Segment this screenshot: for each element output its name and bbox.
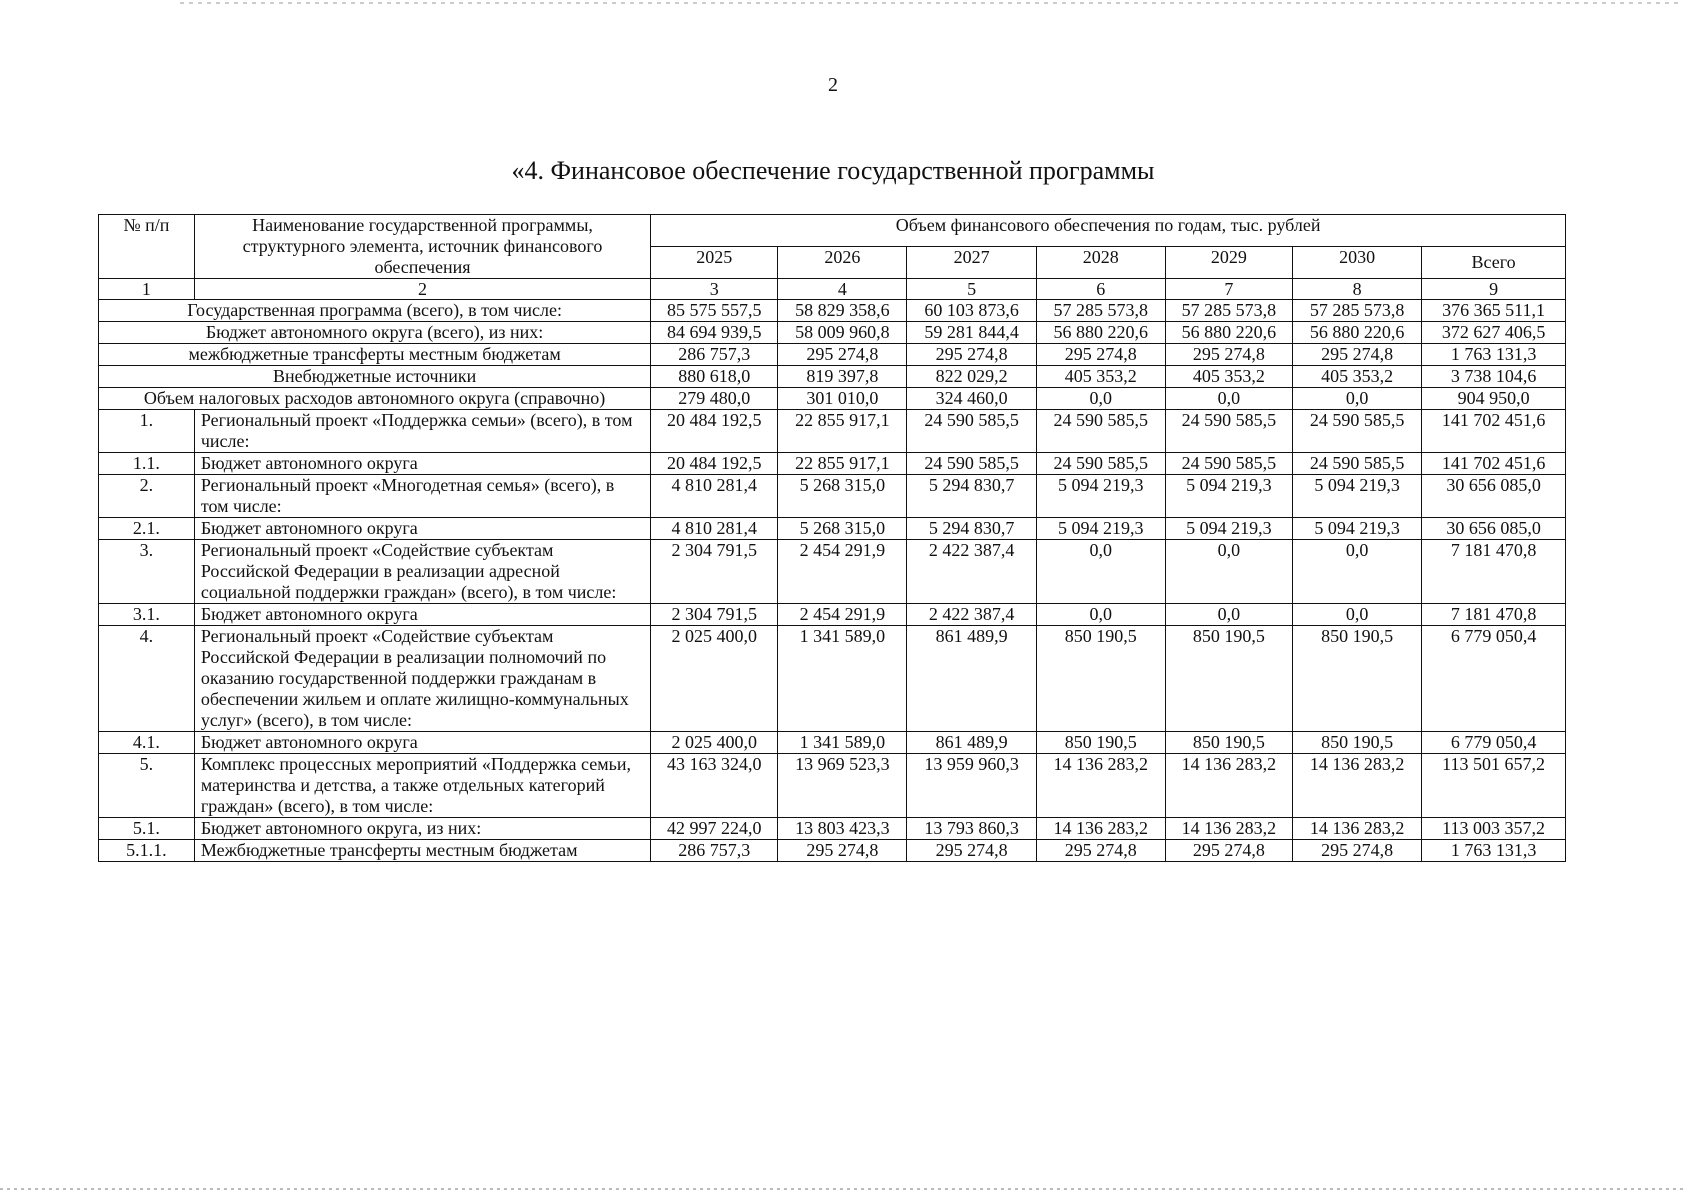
total-value: 113 501 657,2	[1422, 754, 1566, 818]
row-name: Бюджет автономного округа	[194, 518, 650, 540]
year-value-2025: 2 304 791,5	[651, 604, 778, 626]
row-number: 5.1.	[99, 818, 195, 840]
year-value-2027: 324 460,0	[907, 388, 1036, 410]
row-number: 5.1.1.	[99, 840, 195, 862]
index-row	[99, 279, 1566, 300]
year-value-2025: 2 025 400,0	[651, 732, 778, 754]
year-value-2029: 14 136 283,2	[1165, 754, 1292, 818]
year-value-2025: 20 484 192,5	[651, 453, 778, 475]
year-value-2026: 5 268 315,0	[778, 518, 907, 540]
total-value: 141 702 451,6	[1422, 410, 1566, 453]
row-name: Бюджет автономного округа	[194, 604, 650, 626]
year-value-2029: 56 880 220,6	[1165, 322, 1292, 344]
year-value-2029: 405 353,2	[1165, 366, 1292, 388]
index-cell: 1	[99, 279, 195, 300]
year-value-2025: 279 480,0	[651, 388, 778, 410]
table-row	[99, 366, 1566, 388]
year-value-2030: 14 136 283,2	[1292, 754, 1421, 818]
total-value: 1 763 131,3	[1422, 840, 1566, 862]
year-value-2027: 24 590 585,5	[907, 453, 1036, 475]
year-value-2028: 5 094 219,3	[1036, 518, 1165, 540]
row-name: Государственная программа (всего), в том числе:	[99, 300, 651, 322]
header-year: 2029	[1165, 247, 1292, 279]
year-value-2028: 405 353,2	[1036, 366, 1165, 388]
year-value-2029: 850 190,5	[1165, 732, 1292, 754]
header-year: 2025	[651, 247, 778, 279]
year-value-2028: 56 880 220,6	[1036, 322, 1165, 344]
index-cell: 9	[1422, 279, 1566, 300]
table-row	[99, 840, 1566, 862]
year-value-2027: 2 422 387,4	[907, 604, 1036, 626]
row-name: Комплекс процессных мероприятий «Поддержка семьи, материнства и детства, а также отдельных категорий граждан» (всего), в том числе:	[194, 754, 650, 818]
year-value-2025: 4 810 281,4	[651, 518, 778, 540]
year-value-2025: 42 997 224,0	[651, 818, 778, 840]
total-value: 6 779 050,4	[1422, 732, 1566, 754]
year-value-2026: 22 855 917,1	[778, 453, 907, 475]
year-value-2029: 295 274,8	[1165, 840, 1292, 862]
year-value-2028: 0,0	[1036, 604, 1165, 626]
year-value-2028: 0,0	[1036, 388, 1165, 410]
total-value: 372 627 406,5	[1422, 322, 1566, 344]
index-cell: 2	[194, 279, 650, 300]
year-value-2029: 57 285 573,8	[1165, 300, 1292, 322]
year-value-2027: 822 029,2	[907, 366, 1036, 388]
year-value-2030: 5 094 219,3	[1292, 518, 1421, 540]
row-name: межбюджетные трансферты местным бюджетам	[99, 344, 651, 366]
year-value-2025: 286 757,3	[651, 840, 778, 862]
year-value-2025: 84 694 939,5	[651, 322, 778, 344]
total-value: 30 656 085,0	[1422, 518, 1566, 540]
year-value-2030: 0,0	[1292, 388, 1421, 410]
year-value-2027: 5 294 830,7	[907, 475, 1036, 518]
total-value: 141 702 451,6	[1422, 453, 1566, 475]
total-value: 113 003 357,2	[1422, 818, 1566, 840]
year-value-2029: 5 094 219,3	[1165, 518, 1292, 540]
index-cell: 8	[1292, 279, 1421, 300]
year-value-2026: 295 274,8	[778, 344, 907, 366]
header-year: 2028	[1036, 247, 1165, 279]
total-value: 30 656 085,0	[1422, 475, 1566, 518]
page-title: «4. Финансовое обеспечение государственной программы	[511, 156, 1155, 185]
year-value-2030: 56 880 220,6	[1292, 322, 1421, 344]
year-value-2028: 5 094 219,3	[1036, 475, 1165, 518]
table-header	[99, 215, 1566, 300]
total-value: 6 779 050,4	[1422, 626, 1566, 732]
year-value-2028: 850 190,5	[1036, 732, 1165, 754]
table-row	[99, 344, 1566, 366]
table-row	[99, 475, 1566, 518]
year-value-2029: 0,0	[1165, 388, 1292, 410]
row-name: Бюджет автономного округа	[194, 732, 650, 754]
index-cell: 6	[1036, 279, 1165, 300]
row-number: 2.1.	[99, 518, 195, 540]
row-name: Региональный проект «Содействие субъектам Российской Федерации в реализации полномочий по оказанию государственной поддержки гражданам в обеспечении жильем и оплате жилищно-коммунальных услуг» (всего), в том числе:	[194, 626, 650, 732]
year-value-2028: 0,0	[1036, 540, 1165, 604]
header-col-total: Всего	[1422, 247, 1566, 279]
year-value-2026: 1 341 589,0	[778, 626, 907, 732]
financing-table	[98, 214, 1566, 862]
scan-top-edge	[180, 2, 1680, 4]
table-row	[99, 626, 1566, 732]
year-value-2030: 405 353,2	[1292, 366, 1421, 388]
table-row	[99, 388, 1566, 410]
year-value-2030: 0,0	[1292, 540, 1421, 604]
year-value-2026: 301 010,0	[778, 388, 907, 410]
year-value-2029: 850 190,5	[1165, 626, 1292, 732]
table-row	[99, 453, 1566, 475]
index-cell: 5	[907, 279, 1036, 300]
year-value-2030: 0,0	[1292, 604, 1421, 626]
year-value-2025: 4 810 281,4	[651, 475, 778, 518]
year-value-2029: 0,0	[1165, 604, 1292, 626]
year-value-2028: 24 590 585,5	[1036, 453, 1165, 475]
year-value-2030: 24 590 585,5	[1292, 410, 1421, 453]
year-value-2029: 0,0	[1165, 540, 1292, 604]
row-number: 5.	[99, 754, 195, 818]
row-name: Бюджет автономного округа, из них:	[194, 818, 650, 840]
year-value-2030: 14 136 283,2	[1292, 818, 1421, 840]
year-value-2025: 286 757,3	[651, 344, 778, 366]
year-value-2027: 59 281 844,4	[907, 322, 1036, 344]
year-value-2029: 24 590 585,5	[1165, 410, 1292, 453]
year-value-2026: 2 454 291,9	[778, 540, 907, 604]
year-value-2025: 43 163 324,0	[651, 754, 778, 818]
table-row	[99, 518, 1566, 540]
year-value-2027: 295 274,8	[907, 344, 1036, 366]
header-year: 2030	[1292, 247, 1421, 279]
row-name: Региональный проект «Многодетная семья» (всего), в том числе:	[194, 475, 650, 518]
year-value-2025: 20 484 192,5	[651, 410, 778, 453]
table-row	[99, 754, 1566, 818]
year-value-2030: 295 274,8	[1292, 344, 1421, 366]
year-value-2028: 850 190,5	[1036, 626, 1165, 732]
year-value-2026: 58 009 960,8	[778, 322, 907, 344]
row-name: Региональный проект «Поддержка семьи» (всего), в том числе:	[194, 410, 650, 453]
year-value-2027: 24 590 585,5	[907, 410, 1036, 453]
year-value-2026: 13 969 523,3	[778, 754, 907, 818]
table-row	[99, 732, 1566, 754]
year-value-2026: 1 341 589,0	[778, 732, 907, 754]
year-value-2028: 14 136 283,2	[1036, 818, 1165, 840]
year-value-2028: 57 285 573,8	[1036, 300, 1165, 322]
table-row	[99, 540, 1566, 604]
total-value: 1 763 131,3	[1422, 344, 1566, 366]
year-value-2030: 24 590 585,5	[1292, 453, 1421, 475]
year-value-2025: 2 304 791,5	[651, 540, 778, 604]
year-value-2026: 295 274,8	[778, 840, 907, 862]
year-value-2025: 85 575 557,5	[651, 300, 778, 322]
year-value-2029: 14 136 283,2	[1165, 818, 1292, 840]
row-number: 4.	[99, 626, 195, 732]
year-value-2027: 295 274,8	[907, 840, 1036, 862]
table-row	[99, 604, 1566, 626]
table-body	[99, 300, 1566, 862]
year-value-2030: 850 190,5	[1292, 626, 1421, 732]
row-name: Межбюджетные трансферты местным бюджетам	[194, 840, 650, 862]
year-value-2030: 850 190,5	[1292, 732, 1421, 754]
year-value-2027: 861 489,9	[907, 626, 1036, 732]
year-value-2030: 295 274,8	[1292, 840, 1421, 862]
row-name: Бюджет автономного округа (всего), из них:	[99, 322, 651, 344]
year-value-2027: 13 959 960,3	[907, 754, 1036, 818]
year-value-2026: 13 803 423,3	[778, 818, 907, 840]
table-row	[99, 818, 1566, 840]
row-name: Объем налоговых расходов автономного округа (справочно)	[99, 388, 651, 410]
year-value-2027: 5 294 830,7	[907, 518, 1036, 540]
header-year: 2027	[907, 247, 1036, 279]
table-row	[99, 410, 1566, 453]
index-cell: 4	[778, 279, 907, 300]
year-value-2028: 14 136 283,2	[1036, 754, 1165, 818]
year-value-2028: 295 274,8	[1036, 840, 1165, 862]
table-row	[99, 322, 1566, 344]
header-year: 2026	[778, 247, 907, 279]
row-name: Бюджет автономного округа	[194, 453, 650, 475]
year-value-2025: 880 618,0	[651, 366, 778, 388]
total-value: 3 738 104,6	[1422, 366, 1566, 388]
year-value-2026: 2 454 291,9	[778, 604, 907, 626]
year-value-2027: 861 489,9	[907, 732, 1036, 754]
year-value-2030: 5 094 219,3	[1292, 475, 1421, 518]
row-name: Внебюджетные источники	[99, 366, 651, 388]
index-cell: 3	[651, 279, 778, 300]
row-number: 4.1.	[99, 732, 195, 754]
year-value-2029: 24 590 585,5	[1165, 453, 1292, 475]
year-value-2027: 13 793 860,3	[907, 818, 1036, 840]
index-cell: 7	[1165, 279, 1292, 300]
total-value: 7 181 470,8	[1422, 604, 1566, 626]
year-value-2026: 22 855 917,1	[778, 410, 907, 453]
row-number: 1.1.	[99, 453, 195, 475]
year-value-2026: 819 397,8	[778, 366, 907, 388]
total-value: 376 365 511,1	[1422, 300, 1566, 322]
total-value: 7 181 470,8	[1422, 540, 1566, 604]
year-value-2028: 295 274,8	[1036, 344, 1165, 366]
row-number: 1.	[99, 410, 195, 453]
year-value-2030: 57 285 573,8	[1292, 300, 1421, 322]
header-col-group: Объем финансового обеспечения по годам, тыс. рублей	[651, 215, 1566, 247]
row-number: 3.	[99, 540, 195, 604]
year-value-2028: 24 590 585,5	[1036, 410, 1165, 453]
page-number: 2	[828, 74, 838, 96]
year-value-2026: 58 829 358,6	[778, 300, 907, 322]
year-value-2026: 5 268 315,0	[778, 475, 907, 518]
year-value-2027: 2 422 387,4	[907, 540, 1036, 604]
header-col-no: № п/п	[99, 215, 195, 279]
year-value-2029: 295 274,8	[1165, 344, 1292, 366]
year-value-2029: 5 094 219,3	[1165, 475, 1292, 518]
total-value: 904 950,0	[1422, 388, 1566, 410]
row-number: 2.	[99, 475, 195, 518]
table-row	[99, 300, 1566, 322]
year-value-2025: 2 025 400,0	[651, 626, 778, 732]
row-number: 3.1.	[99, 604, 195, 626]
scan-bottom-edge	[0, 1188, 1686, 1190]
year-value-2027: 60 103 873,6	[907, 300, 1036, 322]
row-name: Региональный проект «Содействие субъектам Российской Федерации в реализации адресной социальной поддержки граждан» (всего), в том числе:	[194, 540, 650, 604]
header-col-name: Наименование государственной программы, структурного элемента, источник финансового обеспечения	[194, 215, 650, 279]
